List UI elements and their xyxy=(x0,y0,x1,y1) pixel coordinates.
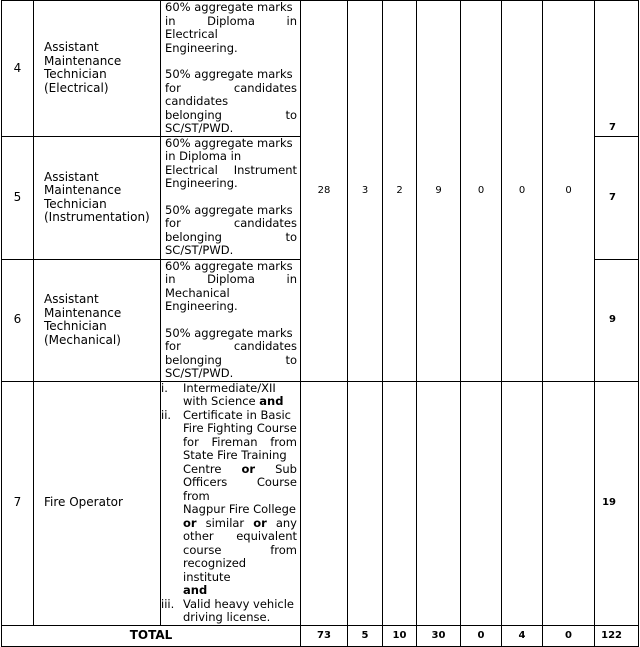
total-cell: 5 xyxy=(348,625,383,646)
grand-total: 122 xyxy=(595,625,639,646)
totals-row xyxy=(2,625,639,646)
table-row xyxy=(2,1,639,137)
row-total: 19 xyxy=(595,381,639,625)
totals-label: TOTAL xyxy=(2,625,301,646)
count-cell: 3 xyxy=(348,1,383,382)
post-name: Fire Operator xyxy=(34,381,161,625)
qualification: 60% aggregate marks in Diploma in Electrical Instrument Engineering. 50% aggregate marks for candidates belonging to SC/ST/PWD. xyxy=(161,136,301,259)
count-cell: 0 xyxy=(543,1,595,382)
count-cell: 0 xyxy=(502,1,543,382)
total-cell: 0 xyxy=(461,625,502,646)
total-cell: 30 xyxy=(417,625,461,646)
serial-number: 5 xyxy=(2,136,34,259)
total-cell: 0 xyxy=(543,625,595,646)
total-cell: 10 xyxy=(383,625,417,646)
count-cell: 9 xyxy=(417,1,461,382)
total-cell: 4 xyxy=(502,625,543,646)
total-cell: 73 xyxy=(301,625,348,646)
qualification: i. Intermediate/XII with Science and ii. Certificate in Basic Fire Fighting Course for Fireman from State Fire Training Centre or Sub Officers Course from Nagpur Fire College or similar or any other equivalent course from recognized institute and iii. Valid heavy vehicle driving license. xyxy=(161,381,301,625)
qualification: 60% aggregate marks in Diploma in Mechanical Engineering. 50% aggregate marks for candidates belonging to SC/ST/PWD. xyxy=(161,259,301,381)
count-cell: 0 xyxy=(461,1,502,382)
vacancy-table xyxy=(1,0,639,647)
table-row xyxy=(2,381,639,625)
row-total: 7 xyxy=(595,1,639,137)
serial-number: 7 xyxy=(2,381,34,625)
post-name: Assistant Maintenance Technician (Electrical) xyxy=(34,1,161,137)
count-cell: 2 xyxy=(383,1,417,382)
post-name: Assistant Maintenance Technician (Instrumentation) xyxy=(34,136,161,259)
serial-number: 6 xyxy=(2,259,34,381)
serial-number: 4 xyxy=(2,1,34,137)
row-total: 9 xyxy=(595,259,639,381)
post-name: Assistant Maintenance Technician (Mechanical) xyxy=(34,259,161,381)
qualification: 60% aggregate marks in Diploma in Electrical Engineering. 50% aggregate marks for candidates candidates belonging to SC/ST/PWD. xyxy=(161,1,301,137)
count-cell: 28 xyxy=(301,1,348,382)
row-total: 7 xyxy=(595,136,639,259)
